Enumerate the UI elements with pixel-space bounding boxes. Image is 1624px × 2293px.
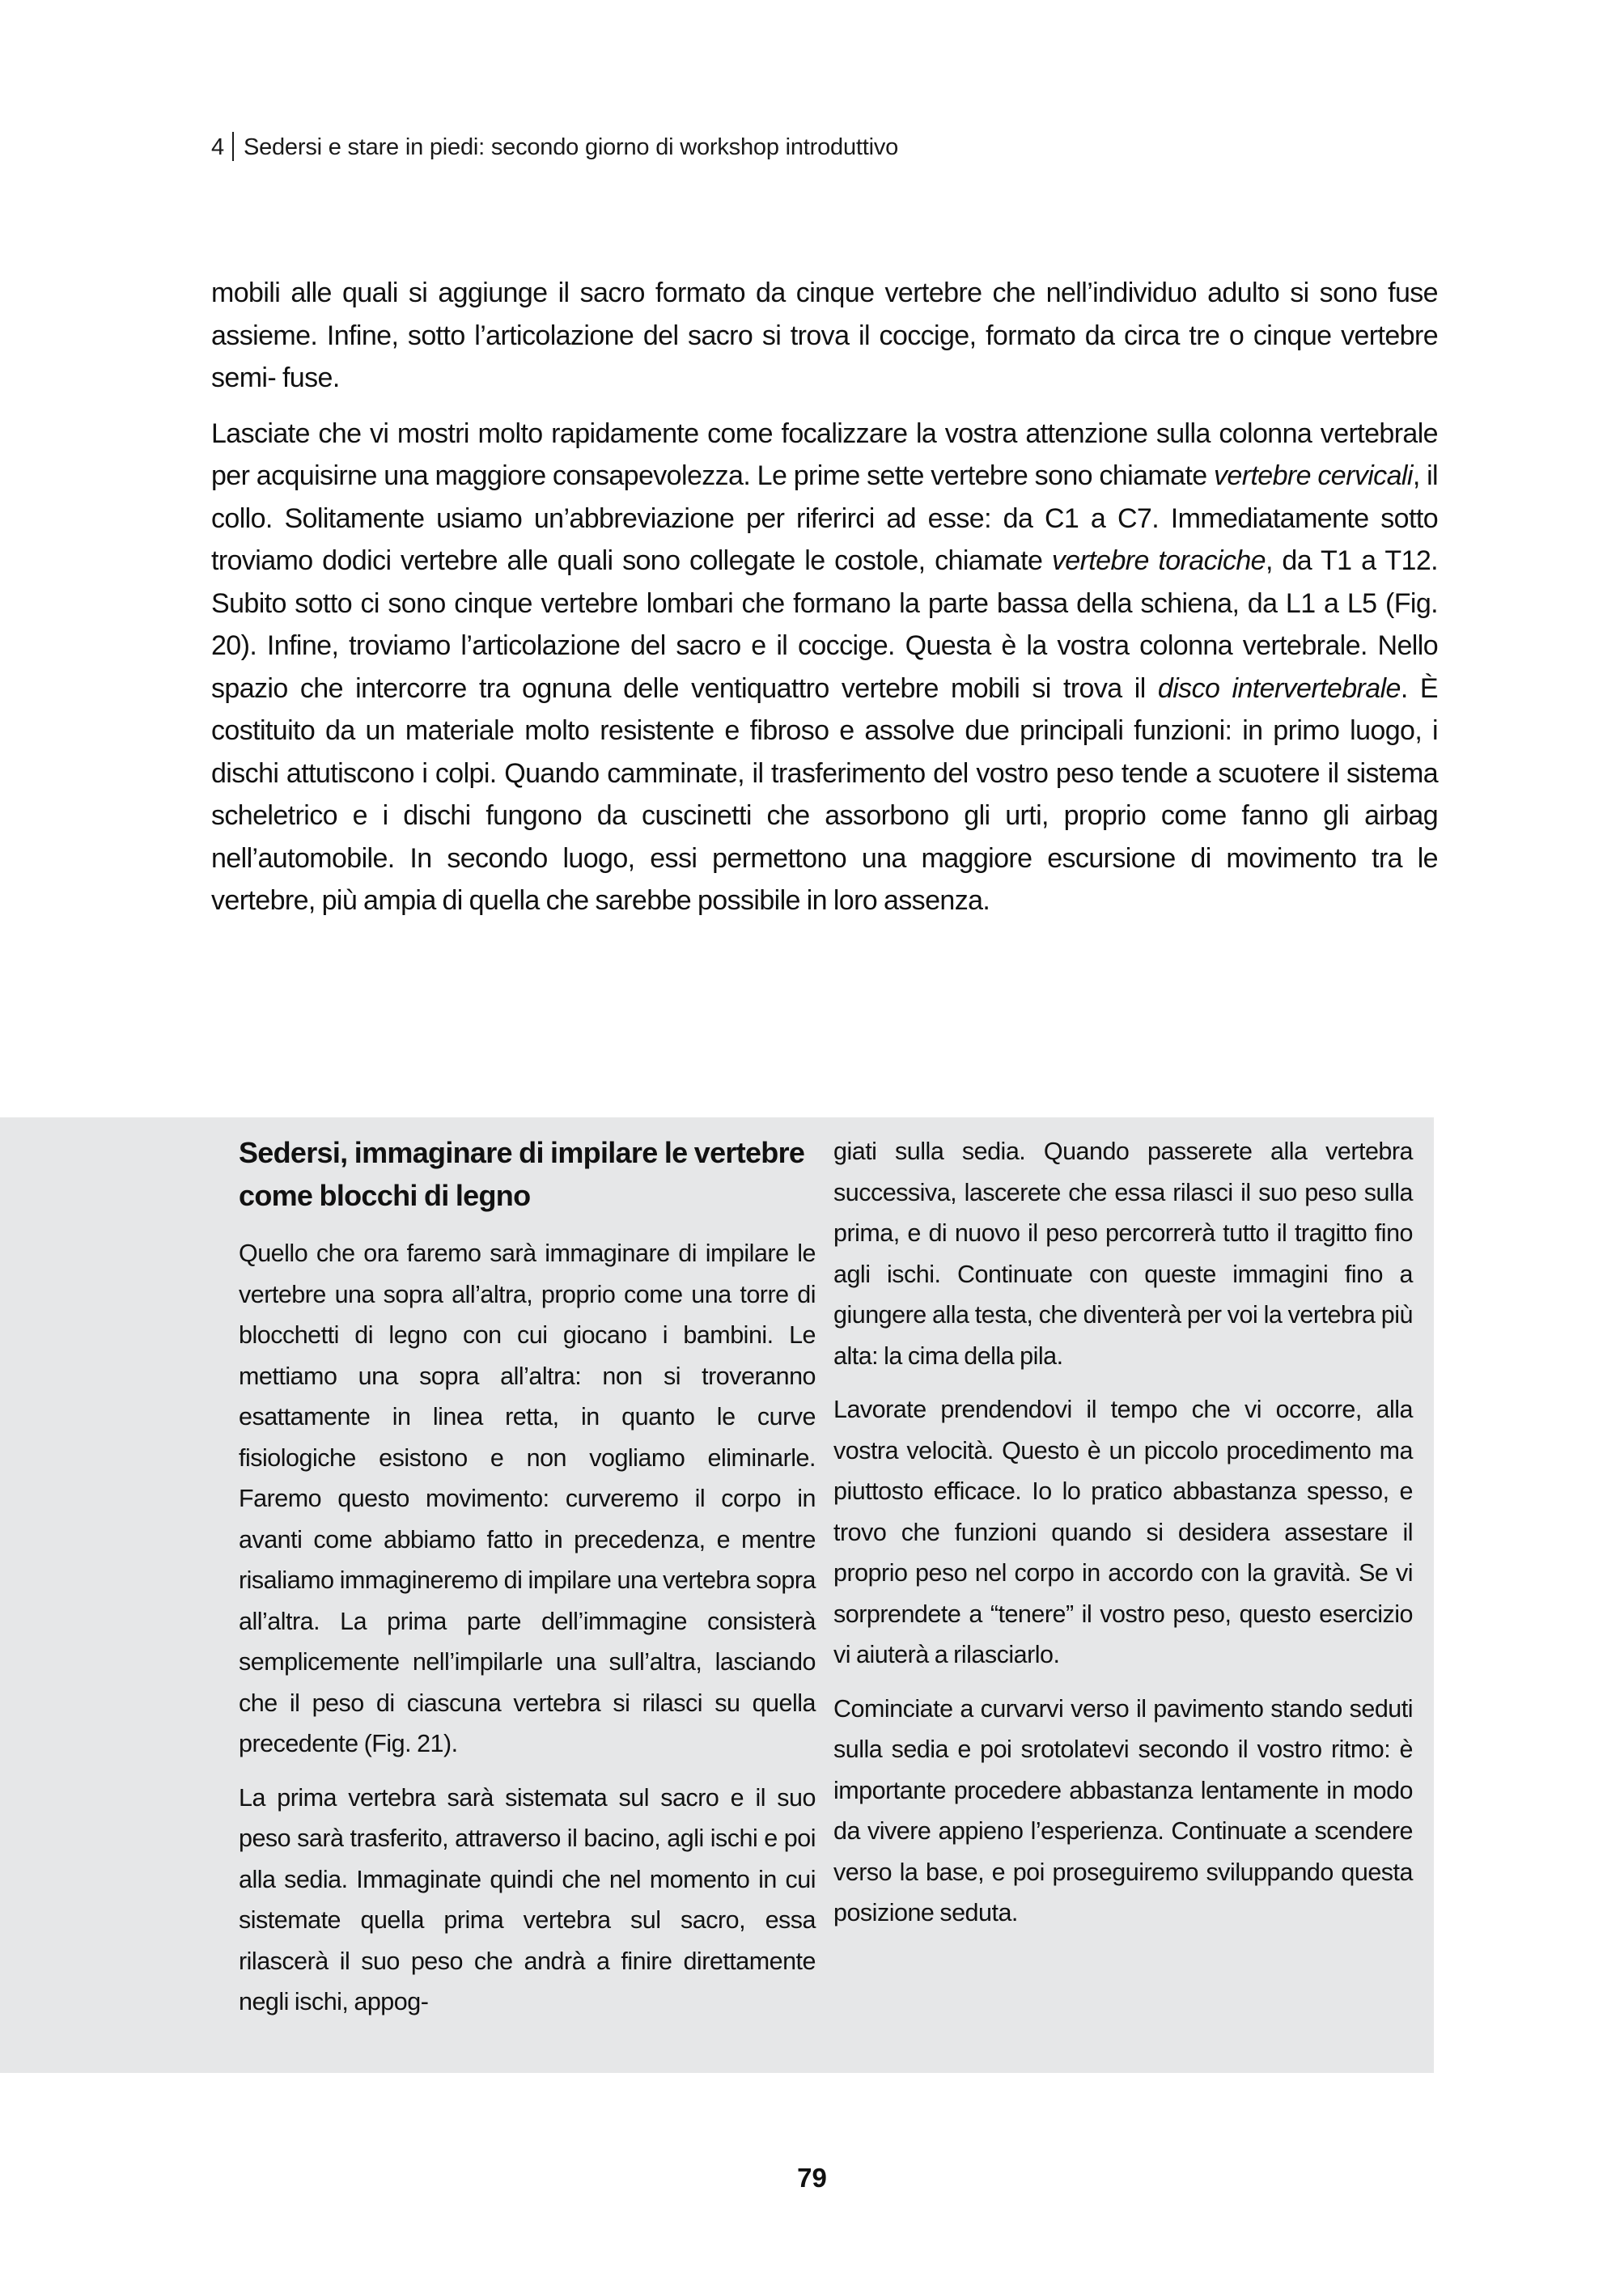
emphasis-term: vertebre cervicali bbox=[1214, 460, 1413, 491]
running-header bbox=[211, 132, 898, 162]
text-run: , da T1 a T12. Subito sotto ci sono cinque vertebre lombari che formano la parte bassa della schiena, da L1 a L5 (Fig. 20). Infine, troviamo l’articolazione del sacro e il coccige. Questa è la vostra colonna vertebrale. Nello spazio che intercorre tra ognuna delle ventiquattro vertebre mobili si trova il bbox=[211, 545, 1439, 704]
body-paragraph: mobili alle quali si aggiunge il sacro formato da cinque vertebre che nell’individuo adulto si sono fuse assieme. Infine, sotto l’articolazione del sacro si trova il coccige, formato da circa tre o cinque vertebre semi- fuse. bbox=[211, 278, 1438, 393]
box-paragraph: Quello che ora faremo sarà immaginare di impilare le vertebre una sopra all’altra, proprio come una torre di blocchetti di legno con cui giocano i bambini. Le mettiamo una sopra all’altra: non si troveranno esattamente in linea retta, in quanto le curve fisiologiche esistono e non vogliamo eliminarle. Faremo questo movimento: curveremo il corpo in avanti come abbiamo fatto in precedenza, e mentre risaliamo immagineremo di impilare una vertebra sopra all’altra. La prima parte dell’immagine consisterà semplicemente nell’impilarle una sull’altra, lasciando che il peso di ciascuna vertebra si rilasci su quella precedente (Fig. 21). bbox=[239, 1240, 816, 1757]
text-run: . È costituito da un materiale molto resistente e fibroso e assolve due principali funzioni: in primo luogo, i dischi attutiscono i colpi. Quando camminate, il trasferimento del vostro peso tende a scuotere il sistema scheletrico e i dischi fungono da cuscinetti che assorbono gli urti, proprio come fanno gli airbag nell’automobile. In secondo luogo, essi permettono una maggiore escursione di movimento tra le vertebre, più ampia di quella che sarebbe possibile in loro assenza. bbox=[211, 672, 1438, 916]
exercise-box-left-column bbox=[239, 1131, 816, 2036]
box-paragraph: La prima vertebra sarà sistemata sul sacro e il suo peso sarà trasferito, attraverso il bacino, agli ischi e poi alla sedia. Immaginate quindi che nel momento in cui sistemate quella prima vertebra sul sacro, essa rilascerà il suo peso che andrà a finire direttamente negli ischi, appog- bbox=[239, 1783, 816, 2015]
main-body-text bbox=[211, 272, 1438, 935]
emphasis-term: disco intervertebrale bbox=[1157, 672, 1401, 704]
emphasis-term: vertebre toraciche bbox=[1051, 545, 1266, 576]
page-number: 79 bbox=[797, 2163, 827, 2193]
box-paragraph: Lavorate prendendovi il tempo che vi occorre, alla vostra velocità. Questo è un piccolo procedimento ma piuttosto efficace. Io lo pratico abbastanza spesso, e trovo che funzioni quando si desidera assestare il proprio peso nel corpo in accordo con la gravità. Se vi sorprendete a “tenere” il vostro peso, questo esercizio vi aiuterà a rilasciarlo. bbox=[833, 1396, 1413, 1668]
chapter-number: 4 bbox=[211, 134, 224, 160]
exercise-box-title: Sedersi, immaginare di impilare le vertebre come blocchi di legno bbox=[239, 1136, 805, 1212]
exercise-box-right-column bbox=[833, 1131, 1413, 1947]
text-run: Lasciate che vi mostri molto rapidamente come focalizzare la vostra attenzione sulla colonna vertebrale per acquisirne una maggiore consapevolezza. Le prime sette vertebre sono chiamate bbox=[211, 417, 1438, 491]
text-run: , il collo. Solitamente usiamo un’abbreviazione per riferirci ad esse: da C1 a C7. Immediatamente sotto troviamo dodici vertebre alle quali sono collegate le costole, chiamate bbox=[211, 460, 1439, 576]
body-paragraph bbox=[211, 413, 1438, 922]
header-divider bbox=[232, 132, 234, 161]
chapter-title: Sedersi e stare in piedi: secondo giorno di workshop introduttivo bbox=[243, 134, 899, 160]
box-paragraph: giati sulla sedia. Quando passerete alla vertebra successiva, lascerete che essa rilasci il suo peso sulla prima, e di nuovo il peso percorrerà tutto il tragitto fino agli ischi. Continuate con queste immagini fino a giungere alla testa, che diventerà per voi la vertebra più alta: la cima della pila. bbox=[833, 1138, 1413, 1370]
box-paragraph: Cominciate a curvarvi verso il pavimento stando seduti sulla sedia e poi srotolatevi secondo il vostro ritmo: è importante procedere abbastanza lentamente in modo da vivere appieno l’esperienza. Continuate a scendere verso la base, e poi proseguiremo sviluppando questa posizione seduta. bbox=[833, 1694, 1413, 1926]
